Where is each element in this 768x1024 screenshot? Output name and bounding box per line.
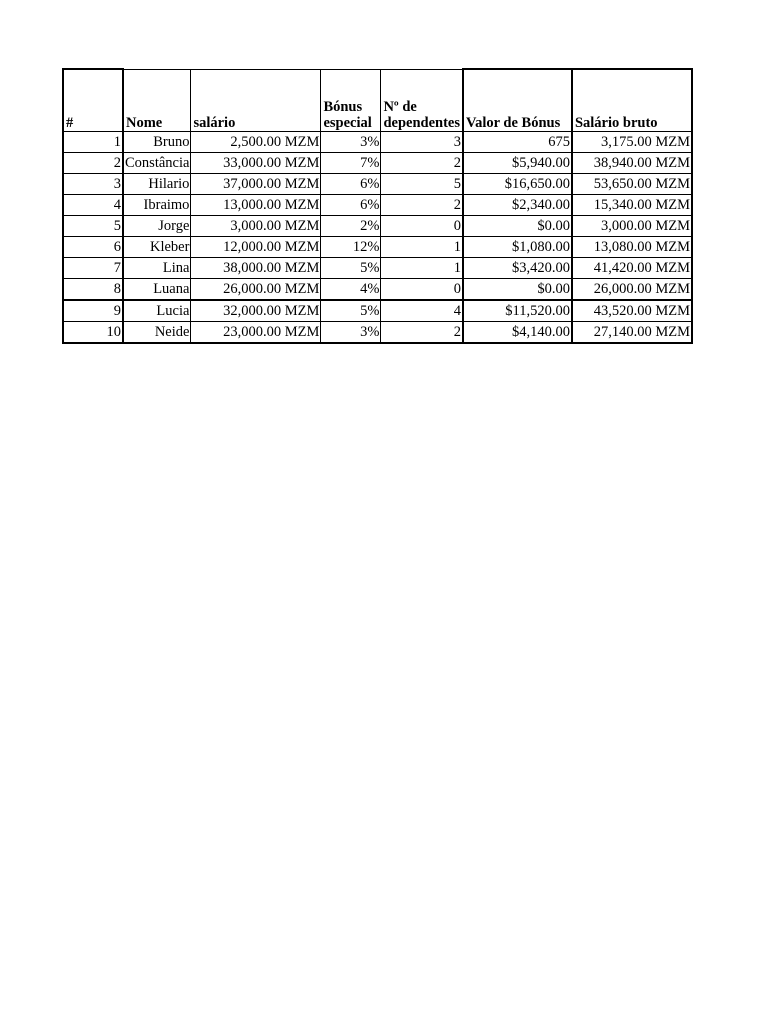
cell-bonus-especial[interactable]: 5%: [321, 300, 381, 322]
cell-num[interactable]: 4: [63, 195, 123, 216]
cell-bonus-especial[interactable]: 5%: [321, 258, 381, 279]
cell-valor-bonus[interactable]: $0.00: [463, 216, 572, 237]
cell-valor-bonus[interactable]: $11,520.00: [463, 300, 572, 322]
cell-num[interactable]: 1: [63, 132, 123, 153]
cell-valor-bonus[interactable]: $0.00: [463, 279, 572, 301]
cell-salario-bruto[interactable]: 3,000.00 MZM: [572, 216, 692, 237]
cell-num[interactable]: 7: [63, 258, 123, 279]
cell-nome[interactable]: Kleber: [123, 237, 191, 258]
cell-salario-bruto[interactable]: 26,000.00 MZM: [572, 279, 692, 301]
salary-table: [62, 68, 693, 344]
cell-salario[interactable]: 37,000.00 MZM: [191, 174, 321, 195]
cell-salario[interactable]: 26,000.00 MZM: [191, 279, 321, 301]
table-row: [63, 153, 692, 174]
table-row: [63, 237, 692, 258]
header-salario-bruto[interactable]: Salário bruto: [572, 69, 692, 132]
cell-bonus-especial[interactable]: 12%: [321, 237, 381, 258]
header-bonus-especial[interactable]: Bónus especial: [321, 69, 381, 132]
table-row: [63, 195, 692, 216]
table-row: [63, 132, 692, 153]
cell-valor-bonus[interactable]: $3,420.00: [463, 258, 572, 279]
cell-nome[interactable]: Luana: [123, 279, 191, 301]
cell-dependentes[interactable]: 1: [381, 258, 463, 279]
table-row: [63, 322, 692, 344]
cell-bonus-especial[interactable]: 7%: [321, 153, 381, 174]
cell-dependentes[interactable]: 3: [381, 132, 463, 153]
cell-dependentes[interactable]: 1: [381, 237, 463, 258]
cell-salario-bruto[interactable]: 53,650.00 MZM: [572, 174, 692, 195]
cell-num[interactable]: 8: [63, 279, 123, 301]
cell-dependentes[interactable]: 4: [381, 300, 463, 322]
cell-dependentes[interactable]: 2: [381, 195, 463, 216]
cell-salario-bruto[interactable]: 13,080.00 MZM: [572, 237, 692, 258]
table-row: [63, 300, 692, 322]
cell-nome[interactable]: Hilario: [123, 174, 191, 195]
cell-salario-bruto[interactable]: 27,140.00 MZM: [572, 322, 692, 344]
cell-salario[interactable]: 13,000.00 MZM: [191, 195, 321, 216]
cell-salario[interactable]: 32,000.00 MZM: [191, 300, 321, 322]
cell-dependentes[interactable]: 0: [381, 279, 463, 301]
cell-bonus-especial[interactable]: 6%: [321, 195, 381, 216]
cell-salario-bruto[interactable]: 3,175.00 MZM: [572, 132, 692, 153]
cell-salario[interactable]: 38,000.00 MZM: [191, 258, 321, 279]
cell-dependentes[interactable]: 2: [381, 322, 463, 344]
header-nome[interactable]: Nome: [123, 69, 191, 132]
cell-salario[interactable]: 23,000.00 MZM: [191, 322, 321, 344]
cell-bonus-especial[interactable]: 4%: [321, 279, 381, 301]
cell-dependentes[interactable]: 0: [381, 216, 463, 237]
cell-salario-bruto[interactable]: 38,940.00 MZM: [572, 153, 692, 174]
cell-dependentes[interactable]: 5: [381, 174, 463, 195]
cell-valor-bonus[interactable]: $5,940.00: [463, 153, 572, 174]
table-row: [63, 258, 692, 279]
cell-valor-bonus[interactable]: $16,650.00: [463, 174, 572, 195]
cell-bonus-especial[interactable]: 6%: [321, 174, 381, 195]
cell-dependentes[interactable]: 2: [381, 153, 463, 174]
header-valor-bonus[interactable]: Valor de Bónus: [463, 69, 572, 132]
cell-bonus-especial[interactable]: 2%: [321, 216, 381, 237]
cell-valor-bonus[interactable]: $4,140.00: [463, 322, 572, 344]
cell-salario-bruto[interactable]: 43,520.00 MZM: [572, 300, 692, 322]
header-num[interactable]: #: [63, 69, 123, 132]
table-row: [63, 216, 692, 237]
cell-valor-bonus[interactable]: $2,340.00: [463, 195, 572, 216]
cell-num[interactable]: 9: [63, 300, 123, 322]
cell-num[interactable]: 2: [63, 153, 123, 174]
cell-salario[interactable]: 12,000.00 MZM: [191, 237, 321, 258]
cell-num[interactable]: 5: [63, 216, 123, 237]
cell-num[interactable]: 3: [63, 174, 123, 195]
table-row: [63, 174, 692, 195]
cell-bonus-especial[interactable]: 3%: [321, 322, 381, 344]
header-salario[interactable]: salário: [191, 69, 321, 132]
cell-salario[interactable]: 2,500.00 MZM: [191, 132, 321, 153]
cell-salario-bruto[interactable]: 15,340.00 MZM: [572, 195, 692, 216]
cell-num[interactable]: 10: [63, 322, 123, 344]
cell-salario[interactable]: 3,000.00 MZM: [191, 216, 321, 237]
table-body: [63, 132, 692, 344]
cell-nome[interactable]: Jorge: [123, 216, 191, 237]
cell-nome[interactable]: Constância: [123, 153, 191, 174]
table-row: [63, 279, 692, 301]
cell-salario[interactable]: 33,000.00 MZM: [191, 153, 321, 174]
header-dependentes[interactable]: Nº de dependentes: [381, 69, 463, 132]
cell-valor-bonus[interactable]: $1,080.00: [463, 237, 572, 258]
cell-num[interactable]: 6: [63, 237, 123, 258]
cell-valor-bonus[interactable]: 675: [463, 132, 572, 153]
cell-nome[interactable]: Lucia: [123, 300, 191, 322]
header-row: [63, 69, 692, 132]
cell-nome[interactable]: Bruno: [123, 132, 191, 153]
cell-salario-bruto[interactable]: 41,420.00 MZM: [572, 258, 692, 279]
cell-bonus-especial[interactable]: 3%: [321, 132, 381, 153]
cell-nome[interactable]: Ibraimo: [123, 195, 191, 216]
cell-nome[interactable]: Lina: [123, 258, 191, 279]
cell-nome[interactable]: Neide: [123, 322, 191, 344]
